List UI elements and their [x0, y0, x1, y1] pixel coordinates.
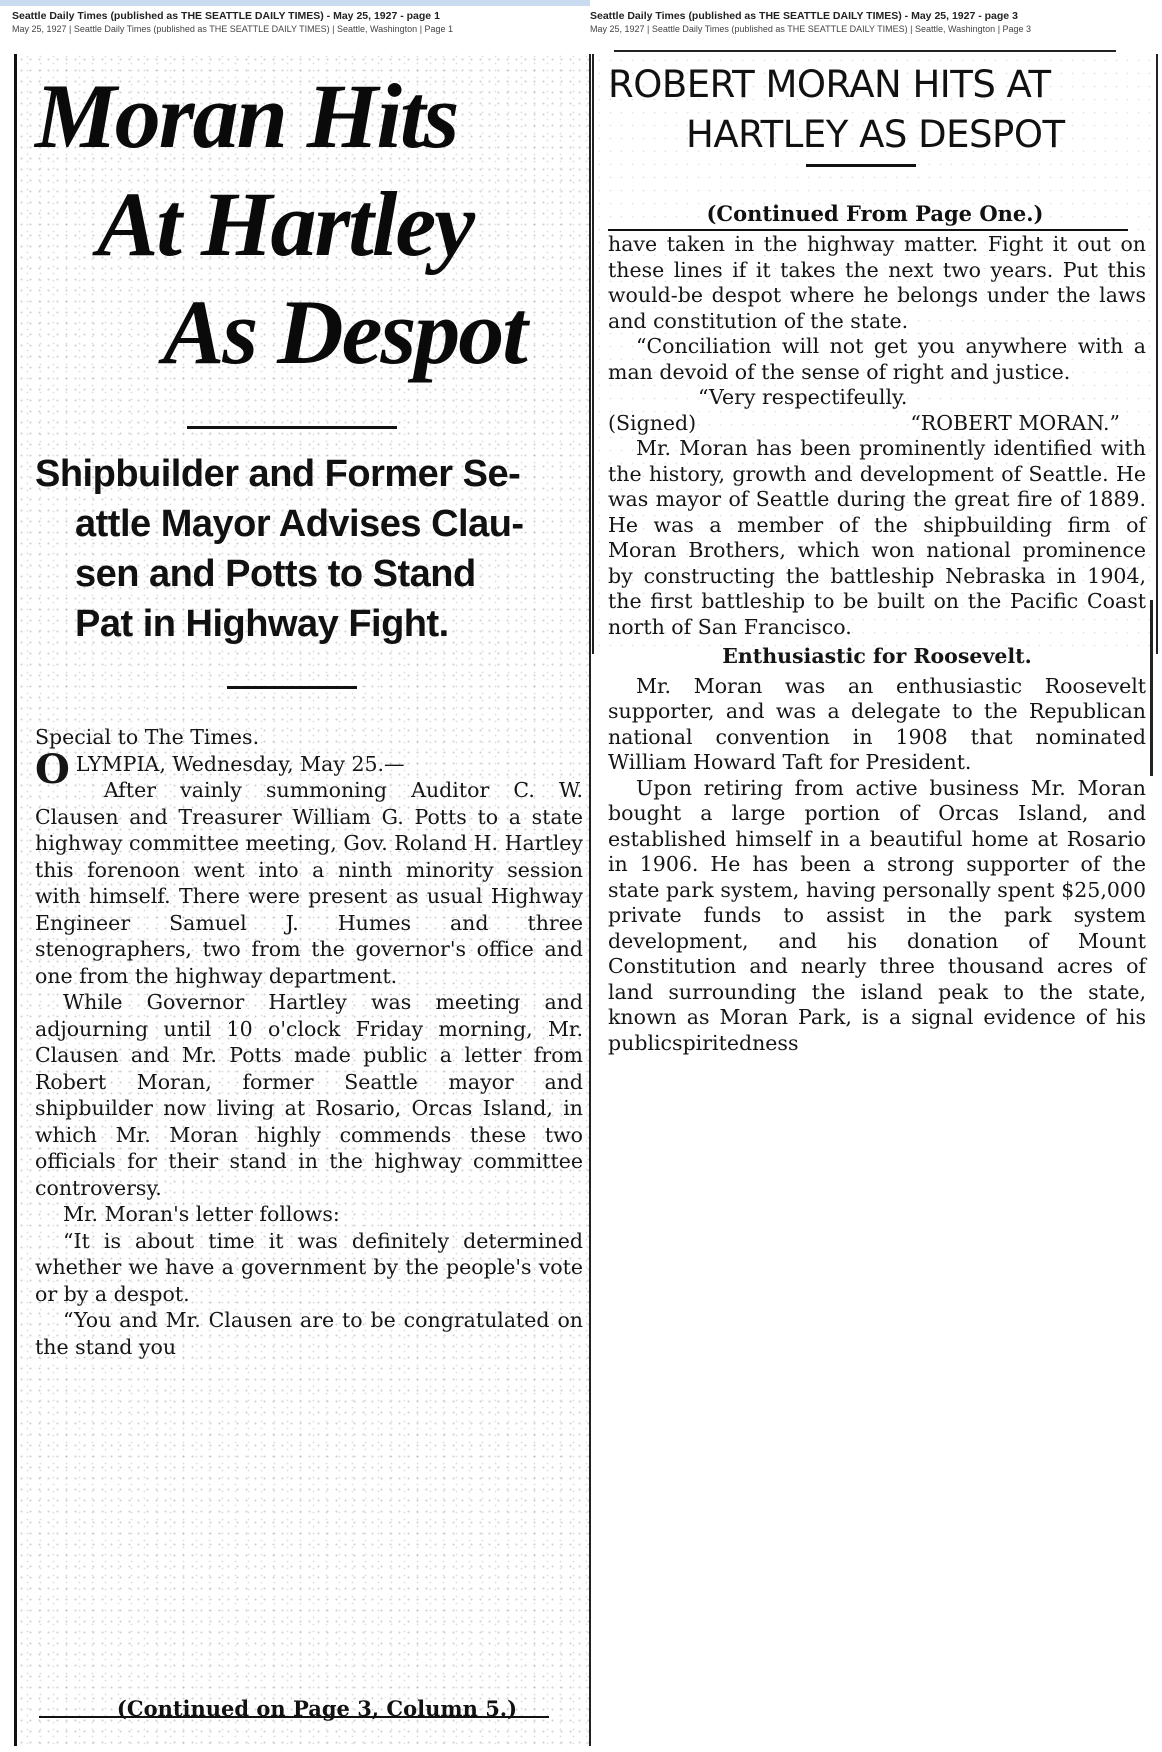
deck-line-1: Shipbuilder and Former Se- — [35, 453, 521, 495]
deck-line-4: Pat in Highway Fight. — [75, 603, 449, 645]
continued-on-notice: (Continued on Page 3, Column 5.) — [116, 1696, 518, 1721]
page1-article-body — [35, 724, 583, 1360]
continued-from-notice: (Continued From Page One.) — [706, 201, 1044, 226]
dateline-paragraph — [35, 745, 583, 793]
article-paragraph: After vainly summoning Auditor C. W. Clausen and Treasurer William G. Potts to a state highway committee meeting, Gov. Roland H. Hartley this forenoon went into a ninth minority session with himself. There were present as usual Highway Engineer Samuel J. Humes and three stenographers, two from the governor's office and one from the highway department. — [35, 778, 583, 988]
headline-rule — [187, 426, 397, 429]
selection-bar — [0, 0, 590, 6]
page3-headline-line-2: HARTLEY AS DESPOT — [686, 113, 1065, 156]
headline-line-3: As Despot — [163, 281, 526, 383]
page3-header-subtitle: May 25, 1927 | Seattle Daily Times (published as THE SEATTLE DAILY TIMES) | Seattle, Washington | Page 3 — [590, 24, 1032, 34]
article-paragraph: While Governor Hartley was meeting and adjourning until 10 o'clock Friday morning, Mr. Clausen and Mr. Potts made public a letter from Robert Moran, former Seattle mayor and shipbuilder now living at Rosario, Orcas Island, in which Mr. Moran highly commends these two officials for their stand in the highway committee controversy. — [35, 990, 583, 1200]
page1-deck — [35, 449, 587, 649]
subhead: Enthusiastic for Roosevelt. — [722, 644, 1032, 668]
page1-headline — [35, 62, 585, 386]
deck-line-3: sen and Potts to Stand — [75, 553, 476, 595]
signed-name: “ROBERT MORAN.” — [910, 410, 1120, 435]
page3-headline-rule — [806, 164, 916, 167]
signed-label: (Signed) — [608, 410, 697, 435]
page3-clipping — [592, 54, 1158, 1055]
page3-column-rule — [1150, 600, 1153, 776]
article-paragraph: have taken in the highway matter. Fight it out on these lines if it takes the next two years. Put this would-be despot where he belongs under the laws and constitution of the state. — [608, 232, 1146, 333]
page3-top-rule — [614, 50, 1116, 52]
page1-header-title: Seattle Daily Times (published as THE SEATTLE DAILY TIMES) - May 25, 1927 - page 1 — [12, 10, 440, 22]
article-paragraph: “You and Mr. Clausen are to be congratulated on the stand you — [35, 1308, 583, 1359]
page1-header — [12, 9, 453, 35]
page3-headline — [608, 60, 1148, 160]
page3-header — [590, 9, 1031, 35]
deck-line-2: attle Mayor Advises Clau- — [75, 503, 524, 545]
page1-header-subtitle: May 25, 1927 | Seattle Daily Times (published as THE SEATTLE DAILY TIMES) | Seattle, Washington | Page 1 — [12, 24, 454, 34]
article-paragraph: “It is about time it was definitely determined whether we have a government by the people's vote or by a despot. — [35, 1228, 583, 1306]
deck-rule — [227, 686, 357, 689]
article-paragraph: “Very respectifeully. — [698, 385, 908, 409]
drop-cap: O — [35, 745, 70, 793]
dateline-prefix: Special to The Times. — [35, 725, 260, 749]
article-paragraph: Mr. Moran was an enthusiastic Roosevelt supporter, and was a delegate to the Republican national convention in 1908 that nominated William Howard Taft for President. — [608, 673, 1146, 774]
continued-from-rule — [608, 229, 1128, 231]
page3-article-body — [608, 232, 1146, 1056]
article-paragraph: Upon retiring from active business Mr. Moran bought a large portion of Orcas Island, and established himself in a beautiful home at Rosario in 1906. He has been a strong supporter of the state park system, having personally spent $25,000 private funds to assist in the park system development, and his donation of Mount Constitution and nearly three thousand acres of land surrounding the island peak to the state, known as Moran Park, is a signal evidence of his publicspiritedness — [608, 775, 1146, 1055]
dateline: LYMPIA, Wednesday, May 25.— — [75, 751, 405, 776]
headline-line-2: At Hartley — [97, 173, 474, 275]
headline-line-1: Moran Hits — [35, 65, 458, 167]
page3-headline-line-1: ROBERT MORAN HITS AT — [608, 63, 1051, 106]
article-paragraph: Mr. Moran's letter follows: — [63, 1202, 340, 1226]
article-paragraph: “Conciliation will not get you anywhere with a man devoid of the sense of right and justice. — [608, 334, 1146, 384]
page1-clipping — [14, 54, 591, 1746]
signature-line — [608, 411, 1146, 437]
page3-header-title: Seattle Daily Times (published as THE SEATTLE DAILY TIMES) - May 25, 1927 - page 3 — [590, 10, 1018, 22]
article-paragraph: Mr. Moran has been prominently identified with the history, growth and development of Seattle. He was mayor of Seattle during the great fire of 1889. He was a member of the shipbuilding firm of Moran Brothers, which won national prominence by constructing the battleship Nebraska in 1904, the first battleship to be built on the Pacific Coast north of San Francisco. — [608, 436, 1146, 639]
